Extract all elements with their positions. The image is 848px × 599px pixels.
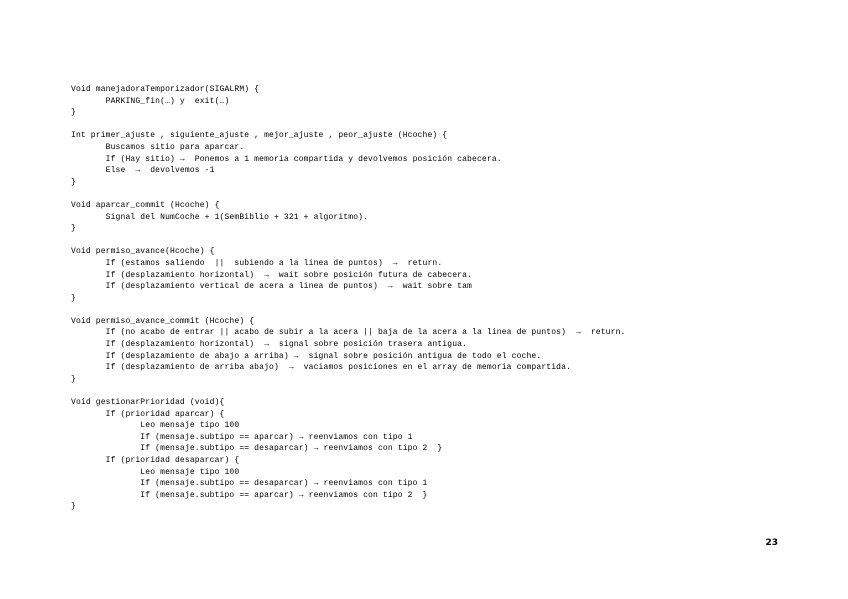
code-line: If (desplazamiento de arriba abajo) → vaciamos posiciones en el array de memoria compartida. [71,363,572,373]
code-line: Buscamos sitio para aparcar. [71,142,245,152]
code-line: Int primer_ajuste , siguiente_ajuste , mejor_ajuste , peor_ajuste (Hcoche) { [71,131,448,141]
code-line: If (desplazamiento vertical de acera a linea de puntos) → wait sobre tam [71,282,473,292]
code-line: If (mensaje.subtipo == desaparcar) → reenviamos con tipo 1 [71,479,428,489]
code-line: If (prioridad aparcar) { [71,409,225,419]
code-line: } [71,293,76,303]
code-line: } [71,502,76,512]
code-line: If (desplazamiento horizontal) → signal sobre posición trasera antigua. [71,340,468,350]
code-line: Void manejadoraTemporizador(SIGALRM) { [71,85,260,94]
code-block [71,84,791,119]
code-line: Leo mensaje tipo 100 [71,467,240,477]
code-line: } [71,224,76,234]
code-line: If (mensaje.subtipo == aparcar) → reenviamos con tipo 2 } [71,490,428,500]
code-line: } [71,108,76,118]
code-line: } [71,177,76,187]
code-line: If (mensaje.subtipo == aparcar) → reenviamos con tipo 1 [71,432,413,442]
code-block [71,316,791,386]
code-line: Leo mensaje tipo 100 [71,421,240,431]
code-line: If (estamos saliendo || subiendo a la linea de puntos) → return. [71,258,443,268]
code-block [71,246,791,304]
block-spacer [71,188,791,200]
code-line: If (mensaje.subtipo == desaparcar) → reenviamos con tipo 2 } [71,444,443,454]
code-line: } [71,374,76,384]
code-line: If (desplazamiento de abajo a arriba) → signal sobre posición antigua de todo el coche. [71,351,542,361]
code-line: Void permiso_avance_commit (Hcoche) { [71,316,255,326]
code-line: Void gestionarPrioridad (void){ [71,398,225,408]
code-line: If (Hay sitio) → Ponemos a 1 memoria compartida y devolvemos posición cabecera. [71,154,502,164]
code-line: Signal del NumCoche + 1(SemBiblio + 321 + algoritmo). [71,212,369,222]
page-number: 23 [765,538,778,548]
code-line: Else → devolvemos -1 [71,166,215,176]
code-block [71,130,791,188]
block-spacer [71,304,791,316]
block-spacer [71,385,791,397]
code-block [71,200,791,235]
code-line: PARKING_fin(…) y exit(…) [71,96,230,106]
code-line: If (desplazamiento horizontal) → wait sobre posición futura de cabecera. [71,270,473,280]
code-line: If (prioridad desaparcar) { [71,456,240,465]
block-spacer [71,119,791,131]
code-line: Void aparcar_commit (Hcoche) { [71,200,220,210]
code-line: If (no acabo de entrar || acabo de subir a la acera || baja de la acera a la linea de puntos) → return. [71,328,626,338]
code-listing [71,84,791,513]
code-block [71,397,791,513]
code-line: Void permiso_avance(Hcoche) { [71,247,215,257]
block-spacer [71,235,791,247]
